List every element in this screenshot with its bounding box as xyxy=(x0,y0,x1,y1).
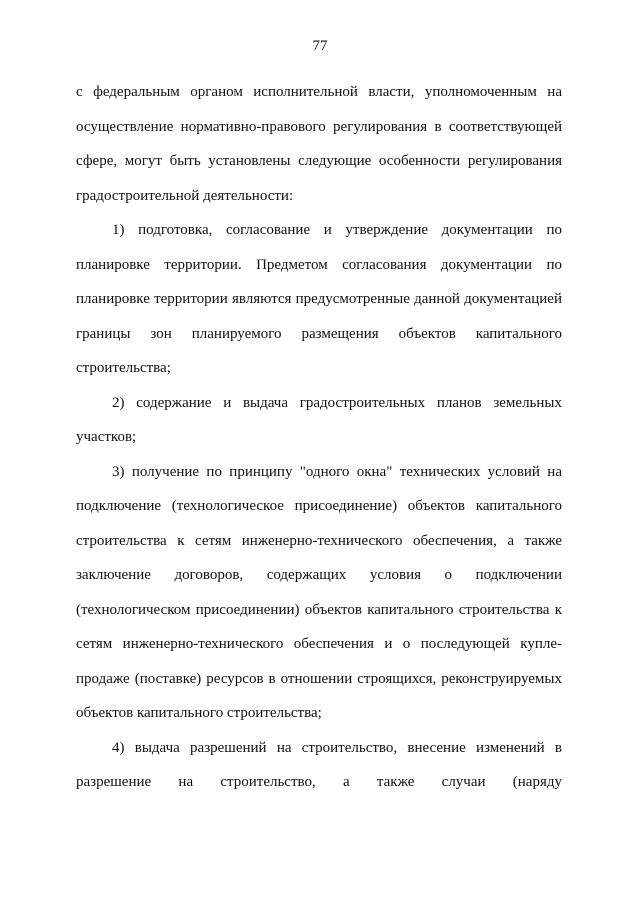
paragraph-item-4: 4) выдача разрешений на строительство, внесение изменений в разрешение на строительство, а также случаи (наряду xyxy=(76,739,562,790)
paragraph-item-3: 3) получение по принципу "одного окна" технических условий на подключение (технологическое присоединение) объектов капитального строительства к сетям инженерно-технического обеспечения, а также заключение договоров, содержащих условия о подключении (технологическом присоединении) объектов капитального строительства к сетям инженерно-технического обеспечения и о последующей купле-продаже (поставке) ресурсов в отношении строящихся, реконструируемых объектов капитального строительства; xyxy=(76,463,562,721)
page-number: 77 xyxy=(312,38,328,54)
paragraph-intro-continuation: с федеральным органом исполнительной власти, уполномоченным на осуществление нормативно-правового регулирования в соответствующей сфере, могут быть установлены следующие особенности регулирования градостроительной деятельности: xyxy=(76,84,562,204)
paragraph-item-2: 2) содержание и выдача градостроительных планов земельных участков; xyxy=(76,394,562,445)
paragraph-item-1: 1) подготовка, согласование и утверждение документации по планировке территории. Предметом согласования документации по планировке территории являются предусмотренные данной документацией границы зон планируемого размещения объектов капитального строительства; xyxy=(76,222,562,376)
document-body xyxy=(76,75,562,800)
